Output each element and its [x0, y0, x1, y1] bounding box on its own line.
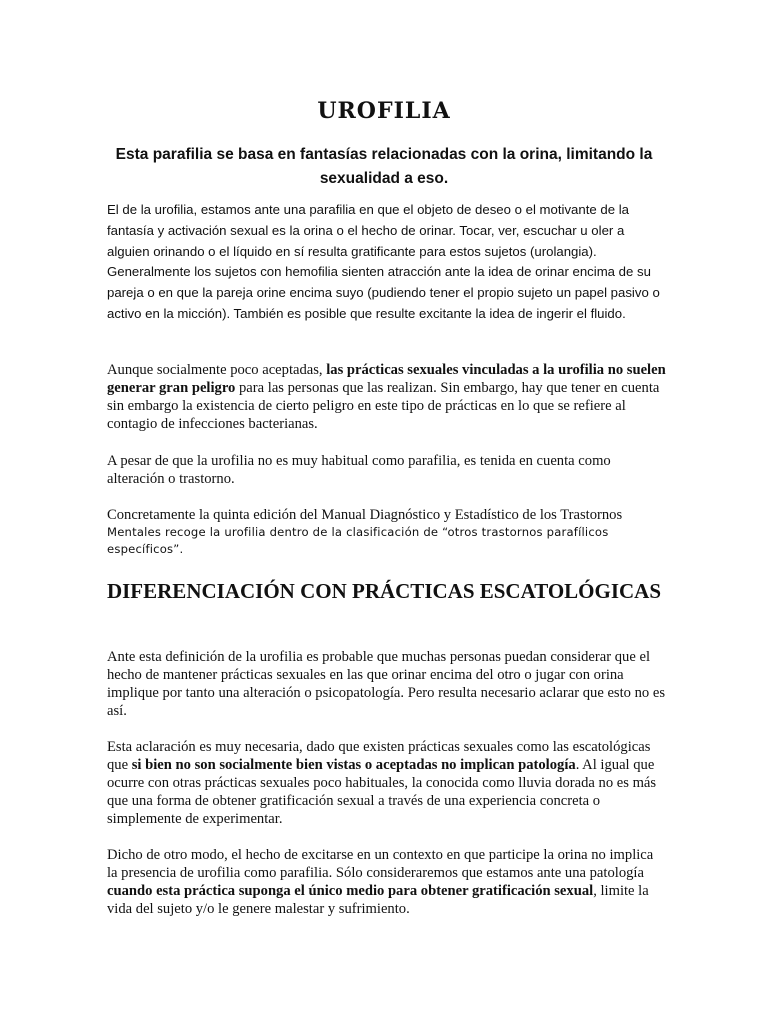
paragraph-disorder: A pesar de que la urofilia no es muy habitual como parafilia, es tenida en cuenta como alteración o trastorno.: [107, 453, 611, 487]
paragraph-clarification-bold: si bien no son socialmente bien vistas o aceptadas no implican patología: [131, 757, 576, 773]
paragraph-clarification-text-a: Esta aclaración es muy necesaria, dado que existen prácticas sexuales como las escatológicas que: [107, 739, 651, 773]
document-title: UROFILIA: [317, 98, 451, 124]
paragraph-conclusion: [107, 846, 667, 918]
paragraph-risk-bold: las prácticas sexuales vinculadas a la urofilia no suelen generar gran peligro: [107, 362, 666, 396]
paragraph-dsm-line-2: Mentales recoge la urofilia dentro de la clasificación de “otros trastornos parafílicos específicos”.: [107, 525, 609, 556]
paragraph-risk: [107, 361, 667, 433]
intro-paragraph: El de la urofilia, estamos ante una parafilia en que el objeto de deseo o el motivante de la fantasía y activación sexual es la orina o el hecho de orinar. Tocar, ver, escuchar u oler a alguien orinando o el líquido en sí resulta gratificante para estos sujetos (urolangia). Generalmente los sujetos con hemofilia sienten atracción ante la idea de orinar encima de su pareja o en que la pareja orine encima suyo (pudiendo tener el propio sujeto un papel pasivo o activo en la micción). También es posible que resulte excitante la idea de ingerir el fluido.: [107, 202, 660, 321]
paragraph-dsm-line-1: Concretamente la quinta edición del Manual Diagnóstico y Estadístico de los Trastornos: [107, 507, 623, 523]
paragraph-clarification: [107, 738, 667, 828]
paragraph-clarification-text-c: . Al igual que ocurre con otras prácticas sexuales poco habituales, la conocida como lluvia dorada no es más que una forma de obtener gratificación sexual a través de una experiencia concreta o simplemente de experimentar.: [107, 757, 657, 827]
paragraph-conclusion-text-c: , limite la vida del sujeto y/o le genere malestar y sufrimiento.: [107, 883, 649, 917]
section-heading: DIFERENCIACIÓN CON PRÁCTICAS ESCATOLÓGICAS: [106, 579, 662, 603]
paragraph-risk-text-c: para las personas que las realizan. Sin embargo, hay que tener en cuenta sin embargo la existencia de cierto peligro en este tipo de prácticas en lo que se refiere al contagio de infecciones bacterianas.: [107, 380, 660, 432]
paragraph-conclusion-text-a: Dicho de otro modo, el hecho de excitarse en un contexto en que participe la orina no implica la presencia de urofilia como parafilia. Sólo consideraremos que estamos ante una patología: [107, 847, 654, 881]
paragraph-definition: Ante esta definición de la urofilia es probable que muchas personas puedan considerar que el hecho de mantener prácticas sexuales en las que orinar encima del otro o jugar con orina implique por tanto una alteración o psicopatología. Pero resulta necesario aclarar que esto no es así.: [107, 649, 666, 719]
paragraph-conclusion-bold: cuando esta práctica suponga el único medio para obtener gratificación sexual: [107, 883, 594, 899]
document-subtitle: Esta parafilia se basa en fantasías relacionadas con la orina, limitando la sexualidad a eso.: [115, 146, 653, 187]
paragraph-dsm: [107, 506, 667, 558]
paragraph-risk-text-a: Aunque socialmente poco aceptadas,: [107, 362, 327, 378]
